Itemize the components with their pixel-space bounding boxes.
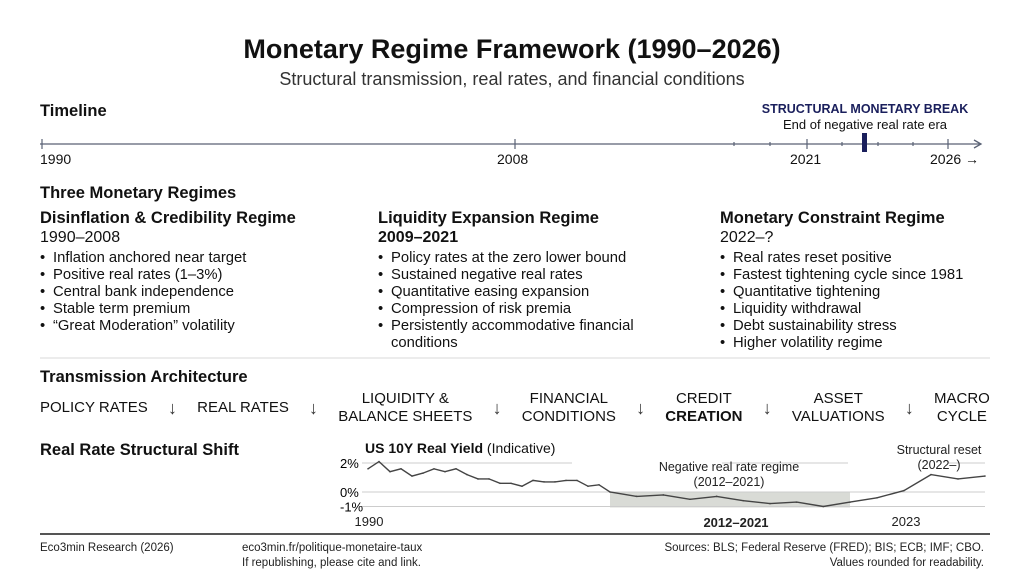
transmission-step-line: POLICY RATES [40, 399, 148, 416]
data-point [565, 480, 567, 482]
data-point [422, 472, 424, 474]
y-tick-label: -1% [340, 499, 364, 515]
chart-title-note: (Indicative) [486, 440, 556, 456]
data-point [689, 498, 691, 500]
regime-bullet: • Fastest tightening cycle since 1981 [720, 267, 1024, 284]
data-point [499, 483, 501, 485]
shaded-label-years: (2012–2021) [693, 475, 765, 489]
data-point [823, 506, 825, 508]
data-point [532, 480, 534, 482]
regime-dates: 2009–2021 [378, 229, 459, 246]
arrow-down-icon: ↓ [904, 397, 914, 418]
y-tick-label: 0% [340, 485, 359, 500]
transmission-step-line: CREATION [665, 408, 743, 425]
regime-bullet: • Liquidity withdrawal [720, 301, 1024, 318]
regime-bullet: • Sustained negative real rates [378, 267, 698, 284]
regime-bullet: • Stable term premium [40, 301, 360, 318]
arrow-down-icon: ↓ [309, 397, 319, 418]
arrow-down-icon: ↓ [636, 397, 646, 418]
chart-section-heading: Real Rate Structural Shift [40, 441, 239, 459]
data-point [876, 497, 878, 499]
transmission-step-line: FINANCIAL [529, 390, 609, 407]
data-point [466, 474, 468, 476]
break-subtitle: End of negative real rate era [782, 117, 948, 132]
data-point [444, 471, 446, 473]
transmission-step-line: LIQUIDITY & [361, 390, 449, 407]
transmission-step-line: CYCLE [936, 408, 987, 425]
data-point [521, 485, 523, 487]
data-point [400, 468, 402, 470]
regime-bullet: • Central bank independence [40, 284, 360, 301]
data-point [455, 468, 457, 470]
regime-dates: 1990–2008 [40, 229, 121, 246]
arrow-down-icon: ↓ [492, 397, 502, 418]
footer-cite: If republishing, please cite and link. [242, 557, 421, 569]
regime-bullet: • “Great Moderation” volatility [40, 318, 360, 335]
regime-title: Disinflation & Credibility Regime [40, 209, 296, 227]
y-tick-label: 2% [340, 456, 359, 471]
data-point [849, 501, 851, 503]
regime-bullet: • Debt sustainability stress [720, 318, 1024, 335]
page-subtitle: Structural transmission, real rates, and financial conditions [279, 69, 745, 89]
x-label-1990: 1990 [354, 514, 384, 529]
regime-bullet: • Persistently accommodative financial conditions [378, 318, 698, 352]
regime-title: Liquidity Expansion Regime [378, 209, 599, 227]
data-point [984, 475, 986, 477]
data-point [636, 496, 638, 498]
data-point [411, 475, 413, 477]
timeline-heading: Timeline [40, 102, 107, 120]
footer-note: Values rounded for readability. [829, 557, 984, 569]
regime-dates: 2022–? [720, 229, 774, 246]
transmission-heading: Transmission Architecture [40, 368, 248, 386]
data-point [903, 490, 905, 492]
regimes-heading: Three Monetary Regimes [40, 184, 237, 202]
arrow-down-icon: ↓ [762, 397, 772, 418]
transmission-step-line: CONDITIONS [521, 408, 616, 425]
regime-bullet: • Quantitative easing expansion [378, 284, 698, 301]
data-point [433, 468, 435, 470]
timeline-label-1990: 1990 [40, 151, 72, 167]
data-point [663, 494, 665, 496]
data-point [367, 468, 369, 470]
data-point [609, 491, 611, 493]
footer-sources: Sources: BLS; Federal Reserve (FRED); BIS; ECB; IMF; CBO. [664, 542, 984, 554]
data-point [389, 471, 391, 473]
data-point [543, 481, 545, 483]
transmission-step-line: REAL RATES [197, 399, 289, 416]
regime-bullet: • Inflation anchored near target [40, 250, 360, 267]
regime-bullet: • Positive real rates (1–3%) [40, 267, 360, 284]
data-point [510, 483, 512, 485]
transmission-step-line: BALANCE SHEETS [338, 408, 473, 425]
shaded-label: Negative real rate regime [658, 460, 800, 474]
data-point [957, 478, 959, 480]
timeline-label-2026: 2026 → [930, 151, 980, 167]
footer-org: Eco3min Research (2026) [40, 542, 174, 554]
arrow-down-icon: ↓ [167, 397, 177, 418]
regime-bullet: • Higher volatility regime [720, 335, 1024, 352]
regime-bullet: • Compression of risk premia [378, 301, 698, 318]
data-point [930, 474, 932, 476]
data-point [587, 485, 589, 487]
transmission-step-line: VALUATIONS [791, 408, 885, 425]
transmission-step-line: ASSET [813, 390, 863, 407]
transmission-step-line: MACRO [934, 390, 990, 407]
data-point [488, 478, 490, 480]
timeline-label-2021: 2021 [790, 151, 822, 167]
transmission-step-line: CREDIT [675, 390, 732, 407]
x-label-2023: 2023 [891, 514, 921, 529]
data-point [378, 461, 380, 463]
regime-title: Monetary Constraint Regime [720, 209, 945, 227]
data-point [796, 501, 798, 503]
footer-rule [40, 533, 990, 535]
regime-bullet: • Real rates reset positive [720, 250, 1024, 267]
break-title: STRUCTURAL MONETARY BREAK [761, 102, 969, 116]
data-point [554, 481, 556, 483]
regime-bullet: • Policy rates at the zero lower bound [378, 250, 698, 267]
reset-annotation: Structural reset [896, 443, 982, 457]
data-point [598, 484, 600, 486]
data-point [743, 500, 745, 502]
page-title: Monetary Regime Framework (1990–2026) [243, 34, 781, 64]
chart-title-main: US 10Y Real Yield [365, 440, 484, 456]
reset-annotation-years: (2022–) [917, 458, 961, 472]
data-point [716, 496, 718, 498]
x-label-2012-2021: 2012–2021 [703, 515, 769, 530]
timeline-label-2008: 2008 [497, 151, 529, 167]
data-point [769, 503, 771, 505]
data-point [576, 480, 578, 482]
regime-bullet: • Quantitative tightening [720, 284, 1024, 301]
data-point [477, 478, 479, 480]
footer-url[interactable]: eco3min.fr/politique-monetaire-taux [242, 542, 423, 554]
